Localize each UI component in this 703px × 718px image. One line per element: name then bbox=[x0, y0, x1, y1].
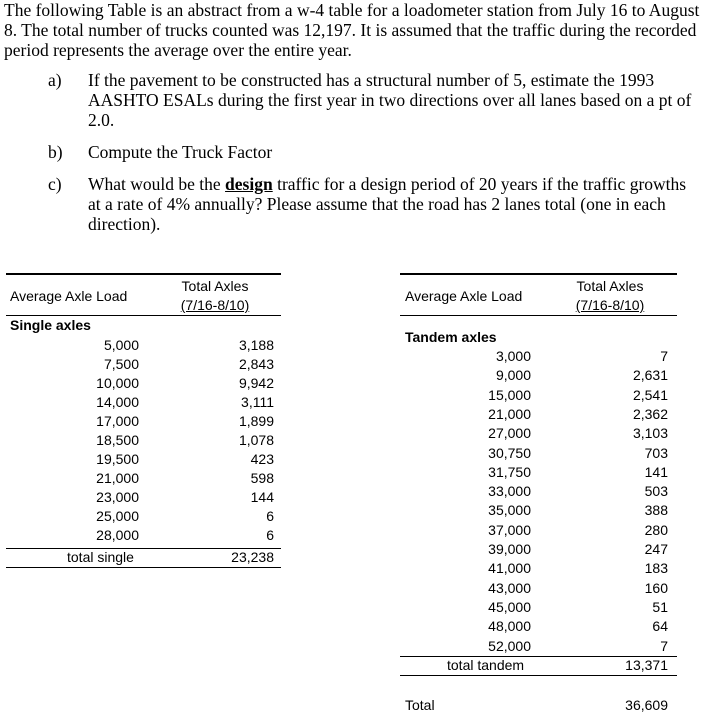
tandem-row-axles: 2,631 bbox=[632, 367, 668, 384]
tandem-table-header-rule bbox=[400, 315, 677, 316]
tandem-col2-header-line2: (7/16-8/10) bbox=[575, 297, 645, 313]
tandem-row-axles: 247 bbox=[644, 541, 668, 557]
tandem-row-load: 37,000 bbox=[488, 521, 531, 538]
tandem-row-load: 33,000 bbox=[488, 483, 531, 500]
tandem-col2-header-line1: Total Axles bbox=[576, 278, 644, 294]
tandem-row-axles: 388 bbox=[644, 502, 668, 519]
tandem-row-axles: 7 bbox=[660, 348, 668, 364]
tandem-table-bottom-rule bbox=[400, 675, 677, 676]
tandem-row-axles: 141 bbox=[644, 463, 668, 480]
question-a-text: If the pavement to be constructed has a structural number of 5, estimate the 1993 AASHTO ESALs during the first year in two directions over all lanes based on a pt of 2.0. bbox=[88, 70, 692, 130]
tandem-row-axles: 183 bbox=[644, 560, 668, 577]
tandem-row-axles: 2,541 bbox=[632, 386, 668, 403]
single-row-axles: 1,078 bbox=[238, 432, 274, 448]
single-row-axles: 3,111 bbox=[241, 394, 274, 410]
single-row-axles: 423 bbox=[250, 451, 274, 467]
question-b-label: b) bbox=[48, 142, 63, 162]
single-total-label: total single bbox=[67, 549, 134, 565]
question-a-label: a) bbox=[48, 70, 62, 90]
tandem-row-load: 39,000 bbox=[488, 541, 531, 557]
tandem-row-axles: 64 bbox=[652, 618, 668, 635]
single-section-label: Single axles bbox=[10, 317, 91, 333]
single-row-load: 14,000 bbox=[96, 394, 139, 410]
single-col1-header: Average Axle Load bbox=[10, 288, 128, 304]
tandem-total-label: total tandem bbox=[447, 657, 525, 673]
single-row-load: 25,000 bbox=[96, 508, 139, 524]
single-total-value: 23,238 bbox=[231, 549, 274, 565]
tandem-col1-header: Average Axle Load bbox=[405, 288, 523, 304]
question-c-label: c) bbox=[48, 174, 62, 194]
single-col2-header-line2: (7/16-8/10) bbox=[180, 297, 250, 313]
single-row-load: 17,000 bbox=[96, 413, 139, 429]
tandem-row-axles: 280 bbox=[644, 521, 668, 538]
tandem-row-load: 43,000 bbox=[488, 579, 531, 596]
single-row-load: 28,000 bbox=[96, 527, 139, 543]
grand-total-value: 36,609 bbox=[625, 697, 668, 713]
tandem-row-axles: 7 bbox=[660, 637, 668, 654]
single-row-load: 7,500 bbox=[103, 356, 139, 372]
single-row-axles: 2,843 bbox=[238, 356, 274, 372]
single-row-load: 19,500 bbox=[96, 451, 139, 467]
tandem-row-load: 41,000 bbox=[488, 560, 531, 577]
single-row-load: 18,500 bbox=[96, 432, 139, 448]
tandem-row-axles: 2,362 bbox=[632, 405, 668, 422]
tandem-row-axles: 703 bbox=[644, 444, 668, 461]
single-row-axles: 3,188 bbox=[238, 337, 274, 353]
tandem-row-load: 48,000 bbox=[488, 618, 531, 635]
single-row-load: 21,000 bbox=[96, 470, 139, 486]
single-row-axles: 1,899 bbox=[238, 413, 274, 429]
single-row-axles: 598 bbox=[250, 470, 274, 486]
tandem-row-load: 52,000 bbox=[488, 637, 531, 654]
tandem-section-label: Tandem axles bbox=[405, 329, 497, 345]
tandem-table-top-rule bbox=[400, 273, 677, 275]
question-c-emphasis: design bbox=[225, 174, 273, 194]
tandem-row-axles: 3,103 bbox=[632, 425, 668, 442]
single-row-load: 23,000 bbox=[96, 489, 139, 505]
question-c-text-after: traffic for a design period of 20 years if the traffic growths at a rate of 4% annually? Please assume that the road has 2 lanes total (one in each direction). bbox=[88, 174, 687, 234]
tandem-row-load: 35,000 bbox=[488, 502, 531, 519]
tandem-row-load: 45,000 bbox=[488, 598, 531, 615]
single-row-load: 10,000 bbox=[96, 375, 139, 391]
problem-intro: The following Table is an abstract from a w-4 table for a loadometer station from July 16 to August 8. The total number of trucks counted was 12,197. It is assumed that the traffic during the recorded period represents the average over the entire year. bbox=[4, 0, 700, 60]
tandem-row-axles: 160 bbox=[644, 579, 668, 596]
tandem-row-load: 3,000 bbox=[495, 348, 531, 364]
single-col2-header-line1: Total Axles bbox=[181, 278, 249, 294]
single-row-axles: 6 bbox=[266, 527, 274, 543]
single-row-load: 5,000 bbox=[103, 337, 139, 353]
single-row-axles: 144 bbox=[250, 489, 274, 505]
tandem-row-load: 9,000 bbox=[495, 367, 531, 384]
question-c-text-before: What would be the bbox=[88, 174, 226, 194]
tandem-total-value: 13,371 bbox=[625, 657, 668, 673]
single-row-axles: 9,942 bbox=[238, 375, 274, 391]
tandem-row-axles: 51 bbox=[652, 598, 668, 615]
tandem-row-load: 21,000 bbox=[488, 405, 531, 422]
tandem-row-load: 31,750 bbox=[488, 463, 531, 480]
tandem-row-load: 27,000 bbox=[488, 425, 531, 442]
tandem-row-load: 30,750 bbox=[488, 444, 531, 461]
single-row-axles: 6 bbox=[266, 508, 274, 524]
tandem-row-load: 15,000 bbox=[488, 386, 531, 403]
tandem-row-axles: 503 bbox=[644, 483, 668, 500]
grand-total-label: Total bbox=[405, 697, 435, 713]
question-b-text: Compute the Truck Factor bbox=[88, 142, 273, 162]
